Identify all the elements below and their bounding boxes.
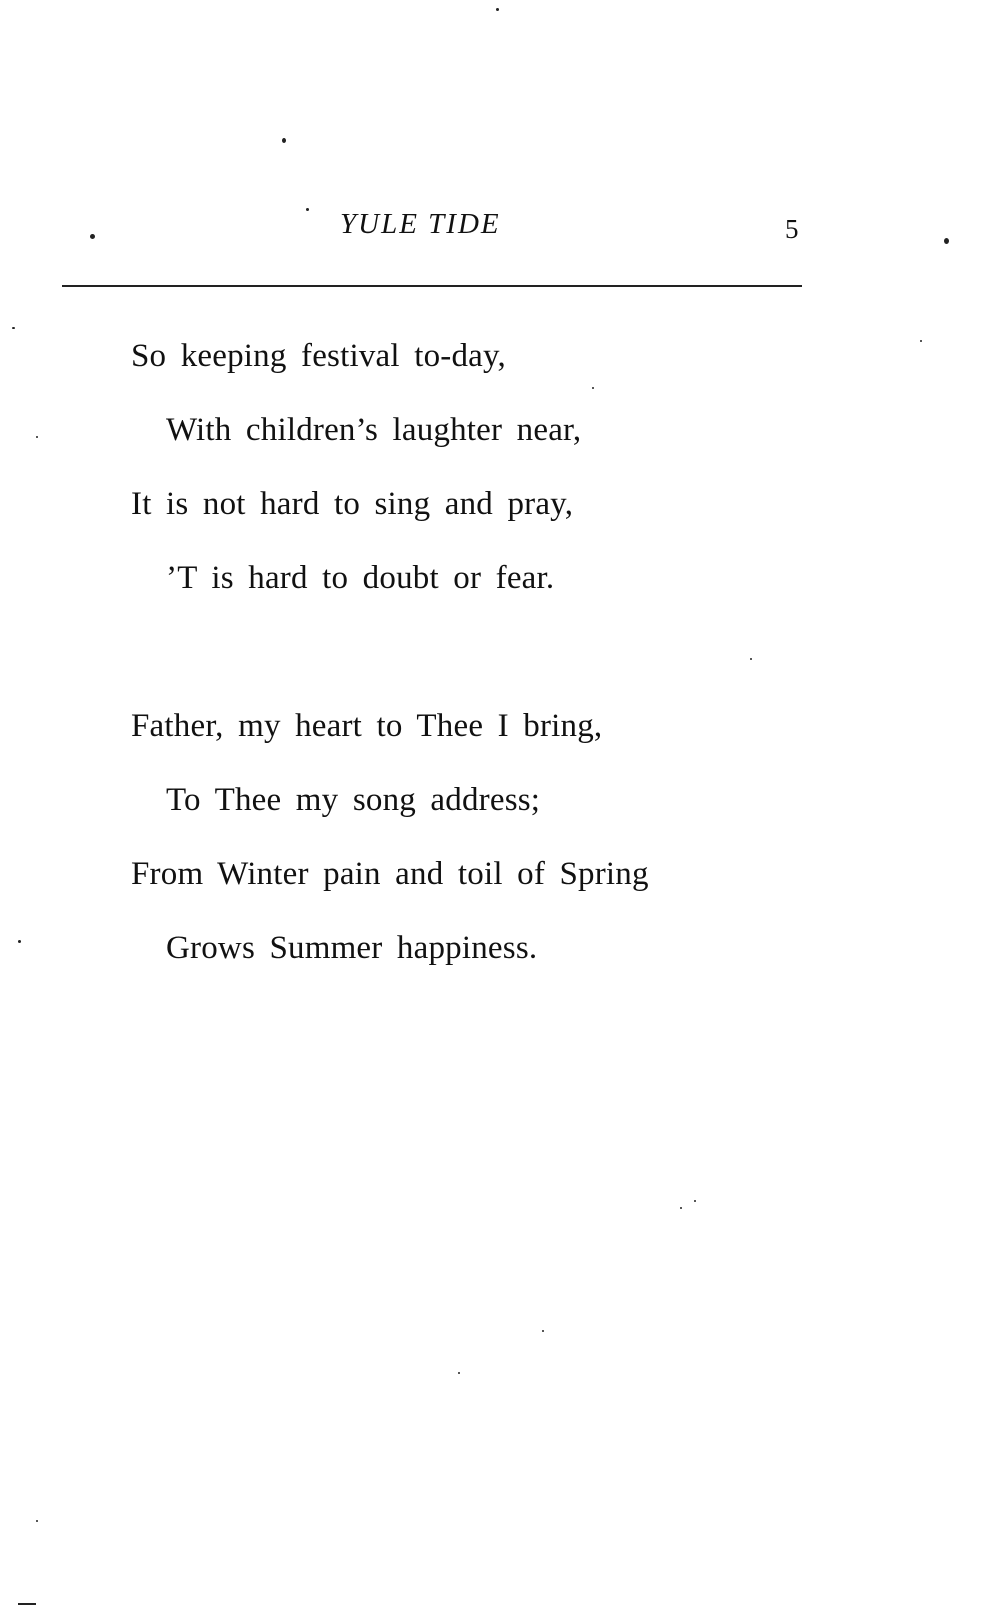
print-speck — [694, 1200, 696, 1202]
header-rule — [62, 285, 802, 287]
print-speck — [36, 1520, 38, 1522]
print-speck — [12, 327, 15, 329]
print-speck — [944, 238, 949, 244]
running-title: YULE TIDE — [340, 208, 501, 240]
poem-line: So keeping festival to-day, — [131, 338, 507, 374]
poem-line: From Winter pain and toil of Spring — [131, 856, 649, 892]
poem-line: Father, my heart to Thee I bring, — [131, 708, 603, 744]
print-speck — [542, 1330, 544, 1332]
print-speck — [90, 234, 95, 239]
print-speck — [592, 387, 594, 389]
print-speck — [306, 208, 309, 211]
page-number: 5 — [785, 214, 799, 244]
poem-line: Grows Summer happiness. — [166, 930, 538, 966]
print-speck — [18, 940, 21, 943]
print-speck — [282, 138, 286, 143]
margin-mark — [18, 1603, 36, 1605]
print-speck — [496, 8, 499, 11]
print-speck — [36, 436, 38, 438]
running-head — [0, 208, 1000, 248]
poem-line: To Thee my song address; — [166, 782, 541, 818]
print-speck — [920, 340, 922, 342]
poem-line: With children’s laughter near, — [166, 412, 582, 448]
print-speck — [458, 1372, 460, 1374]
poem-line: It is not hard to sing and pray, — [131, 486, 574, 522]
print-speck — [680, 1207, 682, 1209]
print-speck — [750, 658, 752, 660]
poem-line: ’T is hard to doubt or fear. — [166, 560, 555, 596]
